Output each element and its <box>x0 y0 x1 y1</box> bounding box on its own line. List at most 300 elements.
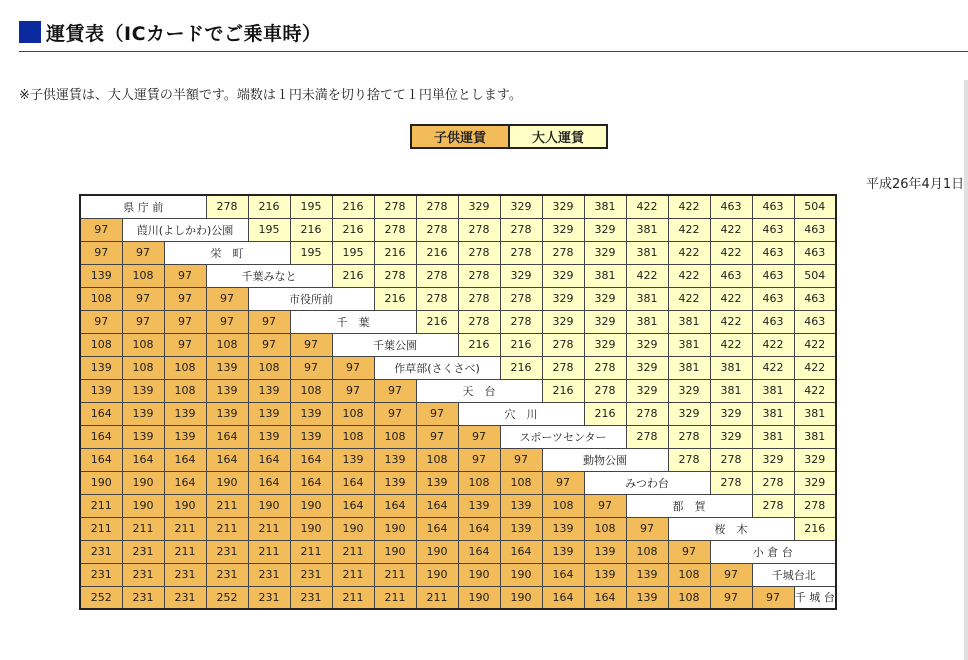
child-fare-cell: 164 <box>416 517 458 540</box>
adult-fare-cell: 329 <box>626 333 668 356</box>
station-name: スポーツセンター <box>500 425 626 448</box>
legend-adult-fare: 大人運賃 <box>510 126 606 147</box>
adult-fare-cell: 278 <box>458 310 500 333</box>
child-fare-cell: 108 <box>122 264 164 287</box>
adult-fare-cell: 216 <box>416 241 458 264</box>
child-fare-cell: 190 <box>248 494 290 517</box>
child-fare-cell: 139 <box>458 494 500 517</box>
adult-fare-cell: 216 <box>332 264 374 287</box>
child-fare-cell: 108 <box>458 471 500 494</box>
table-row <box>80 218 836 241</box>
child-fare-cell: 164 <box>122 448 164 471</box>
child-fare-cell: 211 <box>122 517 164 540</box>
child-fare-cell: 108 <box>80 287 122 310</box>
child-fare-cell: 164 <box>332 494 374 517</box>
child-fare-cell: 139 <box>584 540 626 563</box>
child-fare-cell: 108 <box>206 333 248 356</box>
station-name: 県 庁 前 <box>80 195 206 218</box>
station-name: 葭川(よしかわ)公園 <box>122 218 248 241</box>
child-fare-cell: 164 <box>332 471 374 494</box>
table-row <box>80 310 836 333</box>
child-fare-cell: 190 <box>458 563 500 586</box>
adult-fare-cell: 278 <box>542 241 584 264</box>
adult-fare-cell: 278 <box>668 425 710 448</box>
child-fare-cell: 139 <box>206 356 248 379</box>
child-fare-cell: 139 <box>500 494 542 517</box>
table-row <box>80 195 836 218</box>
child-fare-cell: 164 <box>164 471 206 494</box>
child-fare-cell: 164 <box>374 494 416 517</box>
child-fare-cell: 97 <box>206 287 248 310</box>
child-fare-cell: 139 <box>290 402 332 425</box>
child-fare-cell: 97 <box>80 241 122 264</box>
adult-fare-cell: 329 <box>752 448 794 471</box>
adult-fare-cell: 381 <box>584 195 626 218</box>
station-name: 天 台 <box>416 379 542 402</box>
child-fare-cell: 108 <box>542 494 584 517</box>
adult-fare-cell: 278 <box>374 218 416 241</box>
child-fare-cell: 231 <box>290 586 332 609</box>
child-fare-cell: 97 <box>710 563 752 586</box>
table-row <box>80 540 836 563</box>
adult-fare-cell: 381 <box>626 218 668 241</box>
child-fare-cell: 139 <box>80 356 122 379</box>
station-name: 千葉みなと <box>206 264 332 287</box>
adult-fare-cell: 422 <box>710 241 752 264</box>
adult-fare-cell: 422 <box>794 356 836 379</box>
child-fare-cell: 190 <box>374 540 416 563</box>
adult-fare-cell: 422 <box>710 333 752 356</box>
fare-table <box>79 194 837 610</box>
adult-fare-cell: 381 <box>626 310 668 333</box>
adult-fare-cell: 463 <box>710 195 752 218</box>
child-fare-cell: 139 <box>80 379 122 402</box>
child-fare-cell: 108 <box>248 356 290 379</box>
child-fare-cell: 211 <box>206 494 248 517</box>
adult-fare-cell: 278 <box>416 287 458 310</box>
adult-fare-cell: 329 <box>710 402 752 425</box>
child-fare-cell: 211 <box>332 586 374 609</box>
child-fare-cell: 108 <box>584 517 626 540</box>
adult-fare-cell: 381 <box>752 402 794 425</box>
adult-fare-cell: 422 <box>668 287 710 310</box>
child-fare-cell: 231 <box>248 586 290 609</box>
child-fare-cell: 139 <box>584 563 626 586</box>
adult-fare-cell: 329 <box>710 425 752 448</box>
table-row <box>80 287 836 310</box>
adult-fare-cell: 216 <box>374 287 416 310</box>
adult-fare-cell: 329 <box>584 241 626 264</box>
adult-fare-cell: 278 <box>668 448 710 471</box>
station-name: 動物公園 <box>542 448 668 471</box>
child-fare-cell: 211 <box>332 563 374 586</box>
adult-fare-cell: 195 <box>248 218 290 241</box>
child-fare-cell: 164 <box>206 448 248 471</box>
station-name: 市役所前 <box>248 287 374 310</box>
child-fare-cell: 231 <box>122 563 164 586</box>
child-fare-cell: 108 <box>626 540 668 563</box>
adult-fare-cell: 278 <box>584 356 626 379</box>
adult-fare-cell: 329 <box>584 310 626 333</box>
station-name: 都 賀 <box>626 494 752 517</box>
adult-fare-cell: 195 <box>290 241 332 264</box>
child-fare-cell: 139 <box>206 402 248 425</box>
adult-fare-cell: 278 <box>416 195 458 218</box>
adult-fare-cell: 329 <box>584 333 626 356</box>
child-fare-cell: 164 <box>500 540 542 563</box>
adult-fare-cell: 329 <box>500 264 542 287</box>
page-title: 運賃表（ICカードでご乗車時） <box>46 23 322 45</box>
child-fare-cell: 231 <box>248 563 290 586</box>
adult-fare-cell: 422 <box>752 333 794 356</box>
child-fare-cell: 211 <box>164 517 206 540</box>
adult-fare-cell: 278 <box>500 310 542 333</box>
adult-fare-cell: 278 <box>458 264 500 287</box>
table-row <box>80 471 836 494</box>
adult-fare-cell: 329 <box>542 310 584 333</box>
adult-fare-cell: 463 <box>752 310 794 333</box>
child-fare-cell: 211 <box>248 540 290 563</box>
adult-fare-cell: 278 <box>500 218 542 241</box>
adult-fare-cell: 278 <box>458 287 500 310</box>
child-fare-cell: 108 <box>80 333 122 356</box>
adult-fare-cell: 216 <box>584 402 626 425</box>
adult-fare-cell: 278 <box>752 494 794 517</box>
table-row <box>80 402 836 425</box>
child-fare-cell: 164 <box>80 402 122 425</box>
child-fare-cell: 252 <box>80 586 122 609</box>
adult-fare-cell: 463 <box>752 264 794 287</box>
adult-fare-cell: 381 <box>668 333 710 356</box>
child-fare-cell: 97 <box>332 356 374 379</box>
adult-fare-cell: 381 <box>752 425 794 448</box>
adult-fare-cell: 329 <box>626 379 668 402</box>
adult-fare-cell: 216 <box>416 310 458 333</box>
child-fare-cell: 97 <box>374 402 416 425</box>
child-fare-cell: 139 <box>374 448 416 471</box>
adult-fare-cell: 381 <box>668 356 710 379</box>
child-fare-cell: 139 <box>416 471 458 494</box>
adult-fare-cell: 463 <box>752 241 794 264</box>
child-fare-cell: 97 <box>164 264 206 287</box>
child-fare-cell: 211 <box>206 517 248 540</box>
adult-fare-cell: 278 <box>710 448 752 471</box>
child-fare-cell: 97 <box>164 333 206 356</box>
adult-fare-cell: 216 <box>248 195 290 218</box>
adult-fare-cell: 216 <box>542 379 584 402</box>
page-header <box>19 21 968 52</box>
child-fare-cell: 139 <box>122 379 164 402</box>
child-fare-cell: 164 <box>80 425 122 448</box>
child-fare-cell: 190 <box>122 471 164 494</box>
adult-fare-cell: 463 <box>710 264 752 287</box>
adult-fare-cell: 381 <box>794 402 836 425</box>
table-row <box>80 494 836 517</box>
child-fare-cell: 108 <box>164 379 206 402</box>
adult-fare-cell: 422 <box>668 241 710 264</box>
child-fare-cell: 97 <box>752 586 794 609</box>
table-row <box>80 563 836 586</box>
adult-fare-cell: 329 <box>584 218 626 241</box>
scrollbar[interactable] <box>964 80 968 660</box>
adult-fare-cell: 422 <box>794 379 836 402</box>
child-fare-cell: 231 <box>80 563 122 586</box>
child-fare-cell: 139 <box>500 517 542 540</box>
adult-fare-cell: 329 <box>626 356 668 379</box>
child-fare-cell: 139 <box>80 264 122 287</box>
adult-fare-cell: 329 <box>542 195 584 218</box>
adult-fare-cell: 195 <box>290 195 332 218</box>
adult-fare-cell: 381 <box>710 379 752 402</box>
child-fare-cell: 97 <box>668 540 710 563</box>
child-fare-cell: 164 <box>290 471 332 494</box>
table-row <box>80 333 836 356</box>
adult-fare-cell: 422 <box>626 195 668 218</box>
child-fare-cell: 164 <box>458 517 500 540</box>
station-name: 栄 町 <box>164 241 290 264</box>
child-fare-cell: 190 <box>206 471 248 494</box>
child-fare-cell: 231 <box>164 586 206 609</box>
child-fare-cell: 108 <box>668 586 710 609</box>
adult-fare-cell: 422 <box>668 264 710 287</box>
child-fare-cell: 97 <box>80 218 122 241</box>
adult-fare-cell: 278 <box>542 333 584 356</box>
adult-fare-cell: 216 <box>332 195 374 218</box>
child-fare-cell: 108 <box>416 448 458 471</box>
child-fare-cell: 231 <box>80 540 122 563</box>
adult-fare-cell: 216 <box>794 517 836 540</box>
child-fare-cell: 97 <box>416 402 458 425</box>
child-fare-cell: 139 <box>332 448 374 471</box>
child-fare-cell: 97 <box>248 333 290 356</box>
child-fare-cell: 97 <box>374 379 416 402</box>
station-name: 千 葉 <box>290 310 416 333</box>
adult-fare-cell: 422 <box>752 356 794 379</box>
child-fare-cell: 190 <box>164 494 206 517</box>
child-fare-cell: 97 <box>710 586 752 609</box>
station-name: 千 城 台 <box>794 586 836 609</box>
child-fare-cell: 211 <box>80 517 122 540</box>
adult-fare-cell: 381 <box>626 287 668 310</box>
child-fare-cell: 211 <box>248 517 290 540</box>
child-fare-cell: 211 <box>80 494 122 517</box>
child-fare-cell: 164 <box>206 425 248 448</box>
child-fare-cell: 190 <box>500 563 542 586</box>
adult-fare-cell: 278 <box>584 379 626 402</box>
child-fare-cell: 164 <box>584 586 626 609</box>
adult-fare-cell: 463 <box>794 287 836 310</box>
adult-fare-cell: 278 <box>374 264 416 287</box>
child-fare-cell: 108 <box>122 333 164 356</box>
child-fare-cell: 97 <box>290 333 332 356</box>
child-fare-cell: 164 <box>416 494 458 517</box>
adult-fare-cell: 329 <box>542 264 584 287</box>
adult-fare-cell: 278 <box>500 241 542 264</box>
table-row <box>80 356 836 379</box>
child-fare-cell: 97 <box>458 425 500 448</box>
adult-fare-cell: 329 <box>500 195 542 218</box>
child-fare-cell: 139 <box>374 471 416 494</box>
adult-fare-cell: 422 <box>710 287 752 310</box>
table-row <box>80 425 836 448</box>
child-fare-cell: 190 <box>416 540 458 563</box>
adult-fare-cell: 463 <box>794 241 836 264</box>
child-fare-cell: 190 <box>80 471 122 494</box>
adult-fare-cell: 216 <box>458 333 500 356</box>
adult-fare-cell: 216 <box>500 356 542 379</box>
child-fare-cell: 97 <box>290 356 332 379</box>
adult-fare-cell: 278 <box>206 195 248 218</box>
adult-fare-cell: 216 <box>332 218 374 241</box>
adult-fare-cell: 278 <box>500 287 542 310</box>
child-fare-cell: 139 <box>248 402 290 425</box>
adult-fare-cell: 278 <box>542 356 584 379</box>
child-fare-cell: 108 <box>122 356 164 379</box>
child-fare-cell: 211 <box>290 540 332 563</box>
child-fare-cell: 108 <box>332 425 374 448</box>
child-fare-cell: 97 <box>500 448 542 471</box>
child-fare-cell: 97 <box>332 379 374 402</box>
child-fare-cell: 164 <box>164 448 206 471</box>
station-name: 作草部(さくさべ) <box>374 356 500 379</box>
fare-notice: ※子供運賃は、大人運賃の半額です。端数は１円未満を切り捨てて１円単位とします。 <box>19 88 522 103</box>
child-fare-cell: 139 <box>542 540 584 563</box>
table-row <box>80 586 836 609</box>
child-fare-cell: 139 <box>626 586 668 609</box>
child-fare-cell: 231 <box>164 563 206 586</box>
adult-fare-cell: 216 <box>374 241 416 264</box>
station-name: 桜 木 <box>668 517 794 540</box>
child-fare-cell: 164 <box>542 563 584 586</box>
child-fare-cell: 190 <box>290 494 332 517</box>
child-fare-cell: 97 <box>164 310 206 333</box>
child-fare-cell: 164 <box>542 586 584 609</box>
adult-fare-cell: 463 <box>752 195 794 218</box>
child-fare-cell: 97 <box>122 241 164 264</box>
adult-fare-cell: 278 <box>458 241 500 264</box>
child-fare-cell: 231 <box>290 563 332 586</box>
station-name: 穴 川 <box>458 402 584 425</box>
child-fare-cell: 190 <box>458 586 500 609</box>
child-fare-cell: 164 <box>80 448 122 471</box>
adult-fare-cell: 463 <box>794 310 836 333</box>
child-fare-cell: 190 <box>416 563 458 586</box>
adult-fare-cell: 278 <box>458 218 500 241</box>
station-name: 千城台北 <box>752 563 836 586</box>
table-row <box>80 264 836 287</box>
adult-fare-cell: 329 <box>458 195 500 218</box>
station-name: 千葉公園 <box>332 333 458 356</box>
child-fare-cell: 97 <box>584 494 626 517</box>
adult-fare-cell: 381 <box>584 264 626 287</box>
child-fare-cell: 211 <box>332 540 374 563</box>
child-fare-cell: 164 <box>458 540 500 563</box>
child-fare-cell: 190 <box>122 494 164 517</box>
child-fare-cell: 139 <box>290 425 332 448</box>
adult-fare-cell: 329 <box>542 218 584 241</box>
child-fare-cell: 190 <box>290 517 332 540</box>
adult-fare-cell: 278 <box>416 218 458 241</box>
adult-fare-cell: 422 <box>710 310 752 333</box>
adult-fare-cell: 381 <box>710 356 752 379</box>
child-fare-cell: 139 <box>164 425 206 448</box>
child-fare-cell: 231 <box>206 563 248 586</box>
child-fare-cell: 139 <box>164 402 206 425</box>
adult-fare-cell: 422 <box>668 195 710 218</box>
adult-fare-cell: 278 <box>374 195 416 218</box>
table-row <box>80 448 836 471</box>
child-fare-cell: 139 <box>626 563 668 586</box>
child-fare-cell: 164 <box>248 471 290 494</box>
child-fare-cell: 164 <box>248 448 290 471</box>
adult-fare-cell: 329 <box>668 379 710 402</box>
adult-fare-cell: 504 <box>794 195 836 218</box>
adult-fare-cell: 329 <box>542 287 584 310</box>
child-fare-cell: 108 <box>374 425 416 448</box>
adult-fare-cell: 381 <box>626 241 668 264</box>
adult-fare-cell: 216 <box>500 333 542 356</box>
adult-fare-cell: 278 <box>794 494 836 517</box>
child-fare-cell: 108 <box>332 402 374 425</box>
child-fare-cell: 139 <box>248 379 290 402</box>
adult-fare-cell: 381 <box>794 425 836 448</box>
child-fare-cell: 190 <box>500 586 542 609</box>
child-fare-cell: 139 <box>122 425 164 448</box>
adult-fare-cell: 278 <box>626 402 668 425</box>
child-fare-cell: 97 <box>416 425 458 448</box>
child-fare-cell: 139 <box>248 425 290 448</box>
adult-fare-cell: 329 <box>584 287 626 310</box>
child-fare-cell: 97 <box>206 310 248 333</box>
child-fare-cell: 97 <box>248 310 290 333</box>
adult-fare-cell: 278 <box>416 264 458 287</box>
child-fare-cell: 211 <box>416 586 458 609</box>
child-fare-cell: 97 <box>80 310 122 333</box>
adult-fare-cell: 422 <box>626 264 668 287</box>
child-fare-cell: 97 <box>164 287 206 310</box>
child-fare-cell: 108 <box>164 356 206 379</box>
table-row <box>80 517 836 540</box>
child-fare-cell: 190 <box>332 517 374 540</box>
station-name: 小 倉 台 <box>710 540 836 563</box>
adult-fare-cell: 381 <box>668 310 710 333</box>
fare-legend <box>410 124 608 149</box>
legend-child-fare: 子供運賃 <box>412 126 510 147</box>
child-fare-cell: 139 <box>206 379 248 402</box>
child-fare-cell: 139 <box>122 402 164 425</box>
child-fare-cell: 108 <box>290 379 332 402</box>
adult-fare-cell: 278 <box>710 471 752 494</box>
adult-fare-cell: 422 <box>794 333 836 356</box>
header-square-icon <box>19 21 41 43</box>
adult-fare-cell: 463 <box>752 218 794 241</box>
child-fare-cell: 97 <box>626 517 668 540</box>
effective-date: 平成26年4月1日 <box>866 177 965 192</box>
child-fare-cell: 97 <box>542 471 584 494</box>
child-fare-cell: 164 <box>290 448 332 471</box>
table-row <box>80 241 836 264</box>
child-fare-cell: 211 <box>164 540 206 563</box>
adult-fare-cell: 329 <box>794 448 836 471</box>
child-fare-cell: 211 <box>374 586 416 609</box>
adult-fare-cell: 463 <box>752 287 794 310</box>
child-fare-cell: 97 <box>458 448 500 471</box>
child-fare-cell: 97 <box>122 287 164 310</box>
child-fare-cell: 97 <box>122 310 164 333</box>
adult-fare-cell: 381 <box>752 379 794 402</box>
child-fare-cell: 231 <box>122 540 164 563</box>
child-fare-cell: 108 <box>668 563 710 586</box>
